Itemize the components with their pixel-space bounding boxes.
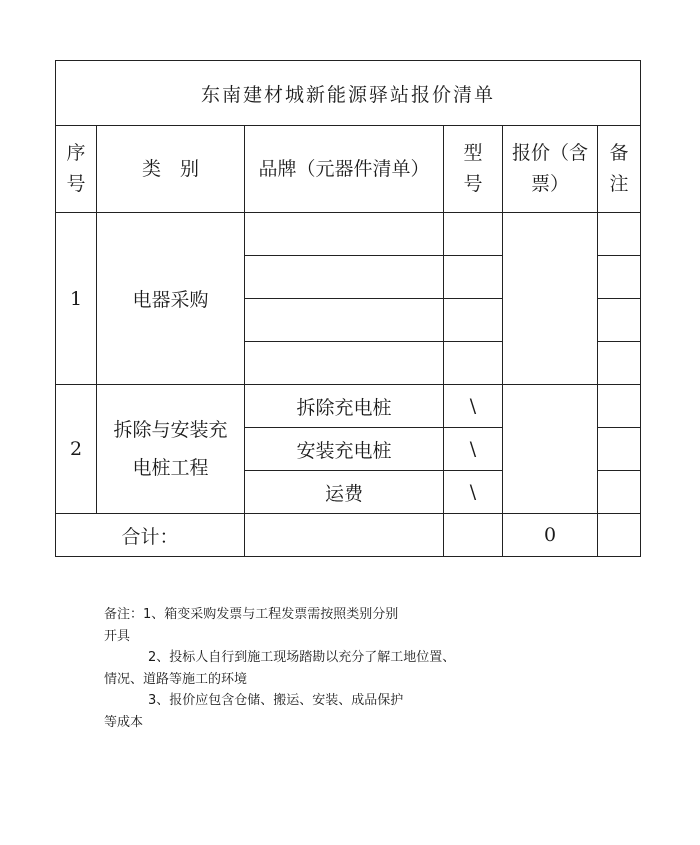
item-brand: 运费 <box>245 471 444 514</box>
remark-cell <box>598 428 641 471</box>
note-line: 3、报价应包含仓储、搬运、安装、成品保护 <box>148 693 404 708</box>
table-row <box>56 385 641 428</box>
note-line: 备注：1、箱变采购发票与工程发票需按照类别分别 <box>104 607 399 622</box>
group2-price-cell <box>503 385 598 514</box>
group1-seq: 1 <box>56 213 97 385</box>
remark-cell <box>598 471 641 514</box>
header-seq: 序 号 <box>56 126 97 213</box>
group1-price-cell <box>503 213 598 385</box>
group1-category: 电器采购 <box>97 213 245 385</box>
item-brand: 安装充电桩 <box>245 428 444 471</box>
model-cell <box>444 213 503 256</box>
header-price: 报价（含 票） <box>503 126 598 213</box>
group2-category: 拆除与安装充 电桩工程 <box>97 385 245 514</box>
group2-seq: 2 <box>56 385 97 514</box>
note-line: 2、投标人自行到施工现场踏勘以充分了解工地位置、 <box>148 650 456 665</box>
total-label: 合计： <box>56 514 245 557</box>
brand-cell <box>245 342 444 385</box>
remark-cell <box>598 299 641 342</box>
model-cell <box>444 299 503 342</box>
item-model: \ <box>444 385 503 428</box>
remark-cell <box>598 385 641 428</box>
brand-cell <box>245 299 444 342</box>
model-cell <box>444 256 503 299</box>
header-category: 类 别 <box>97 126 245 213</box>
table-row <box>56 213 641 256</box>
notes-section <box>104 604 524 733</box>
remark-cell <box>598 256 641 299</box>
header-model: 型 号 <box>444 126 503 213</box>
total-model-cell <box>444 514 503 557</box>
total-row <box>56 514 641 557</box>
remark-cell <box>598 342 641 385</box>
total-brand-cell <box>245 514 444 557</box>
item-brand: 拆除充电桩 <box>245 385 444 428</box>
total-remark-cell <box>598 514 641 557</box>
header-brand: 品牌（元器件清单） <box>245 126 444 213</box>
item-model: \ <box>444 428 503 471</box>
remark-cell <box>598 213 641 256</box>
note-line: 开具 <box>104 628 131 644</box>
quotation-table <box>55 60 641 557</box>
brand-cell <box>245 213 444 256</box>
model-cell <box>444 342 503 385</box>
header-remark: 备 注 <box>598 126 641 213</box>
document-title: 东南建材城新能源驿站报价清单 <box>56 61 641 126</box>
note-line: 情况、道路等施工的环境 <box>104 671 248 687</box>
brand-cell <box>245 256 444 299</box>
note-line: 等成本 <box>104 714 144 730</box>
item-model: \ <box>444 471 503 514</box>
total-price: 0 <box>503 514 598 557</box>
